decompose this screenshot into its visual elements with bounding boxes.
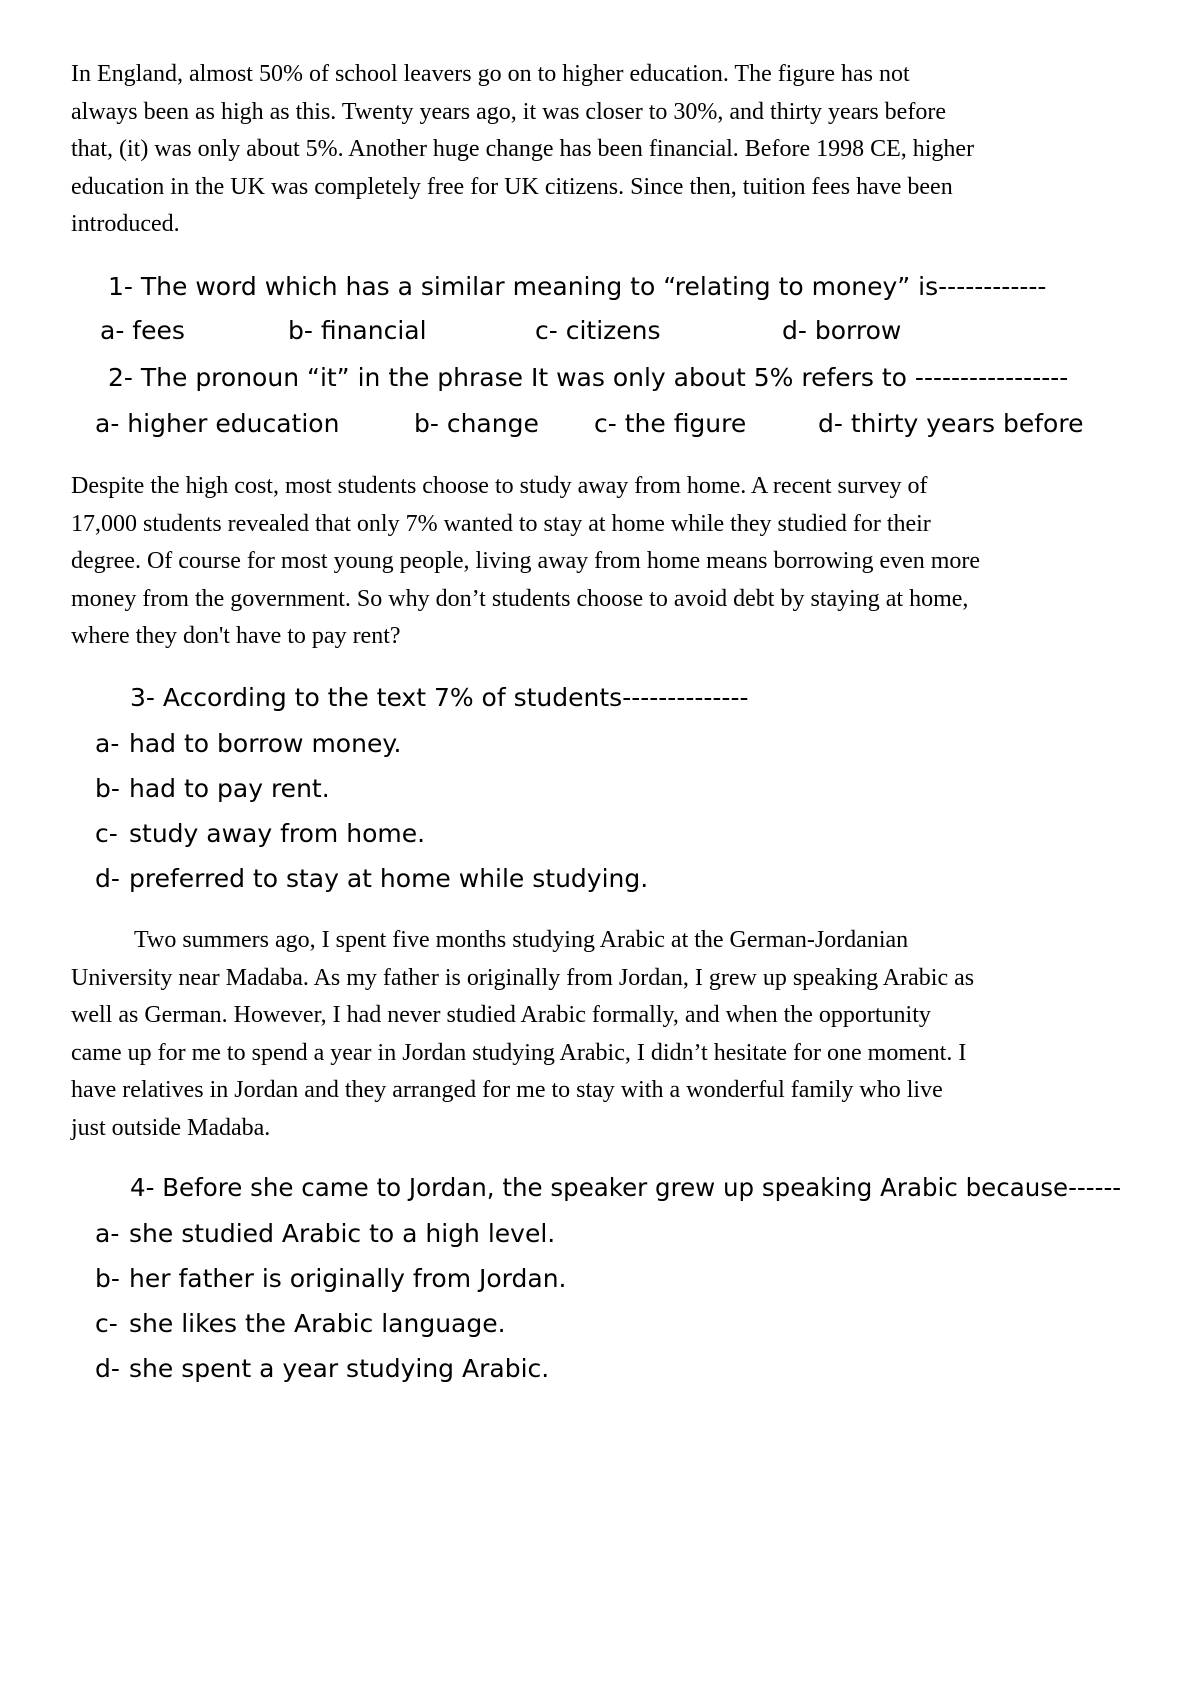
passage-line: well as German. However, I had never studied Arabic formally, and when the opportunity: [71, 1002, 931, 1028]
passage-line: In England, almost 50% of school leavers go on to higher education. The figure has not: [71, 61, 910, 87]
passage-line: degree. Of course for most young people, living away from home means borrowing even more: [71, 548, 981, 574]
option-text: preferred to stay at home while studying.: [129, 864, 649, 893]
passage-line: that, (it) was only about 5%. Another huge change has been financial. Before 1998 CE, higher: [71, 136, 975, 162]
passage-studying-arabic-cont: [71, 960, 1161, 1148]
passage-line: education in the UK was completely free for UK citizens. Since then, tuition fees have been: [71, 173, 953, 200]
question-3: 3- According to the text 7% of students--------------: [130, 683, 749, 712]
passage-study-away: [71, 468, 1161, 656]
passage-line: introduced.: [71, 211, 180, 237]
option-letter: b-: [95, 774, 120, 803]
question-1-option-c[interactable]: c- citizens: [535, 316, 661, 345]
option-letter: d-: [95, 1354, 120, 1383]
option-text: study away from home.: [129, 819, 426, 848]
option-letter: c-: [95, 1309, 118, 1338]
question-1-option-d[interactable]: d- borrow: [782, 316, 902, 345]
option-letter: d-: [95, 864, 120, 893]
passage-studying-arabic: [71, 922, 1161, 960]
option-text: had to pay rent.: [129, 774, 330, 803]
passage-line: came up for me to spend a year in Jordan studying Arabic, I didn’t hesitate for one moment. I: [71, 1039, 967, 1066]
option-text: she studied Arabic to a high level.: [129, 1219, 556, 1248]
passage-line: just outside Madaba.: [71, 1114, 271, 1141]
passage-line: money from the government. So why don’t students choose to avoid debt by staying at home,: [71, 585, 969, 612]
option-letter: a-: [95, 1219, 120, 1248]
question-3-option-d[interactable]: [95, 856, 648, 901]
question-2-option-d[interactable]: d- thirty years before: [818, 409, 1084, 438]
passage-line: University near Madaba. As my father is originally from Jordan, I grew up speaking Arabic as: [71, 964, 975, 991]
option-text: she spent a year studying Arabic.: [129, 1354, 550, 1383]
question-4: 4- Before she came to Jordan, the speaker grew up speaking Arabic because------: [130, 1173, 1122, 1202]
passage-higher-education: [71, 56, 1161, 244]
question-4-option-d[interactable]: [95, 1346, 549, 1391]
question-1-option-a[interactable]: a- fees: [100, 316, 185, 345]
question-1: 1- The word which has a similar meaning to “relating to money” is------------: [108, 272, 1047, 301]
option-letter: b-: [95, 1264, 120, 1293]
question-2-option-b[interactable]: b- change: [414, 409, 539, 438]
question-2-option-a[interactable]: a- higher education: [95, 409, 340, 438]
question-3-option-a[interactable]: [95, 721, 402, 766]
passage-line: 17,000 students revealed that only 7% wanted to stay at home while they studied for their: [71, 510, 931, 537]
question-4-option-a[interactable]: [95, 1211, 555, 1256]
passage-line: have relatives in Jordan and they arranged for me to stay with a wonderful family who live: [71, 1077, 943, 1103]
option-text: her father is originally from Jordan.: [129, 1264, 567, 1293]
option-letter: c-: [95, 819, 118, 848]
passage-line: where they don't have to pay rent?: [71, 623, 401, 649]
question-3-option-c[interactable]: [95, 811, 425, 856]
question-2-option-c[interactable]: c- the figure: [594, 409, 747, 438]
question-3-option-b[interactable]: [95, 766, 330, 811]
question-2: 2- The pronoun “it” in the phrase It was only about 5% refers to -----------------: [108, 363, 1069, 392]
question-4-option-b[interactable]: [95, 1256, 567, 1301]
passage-line: Despite the high cost, most students choose to study away from home. A recent survey of: [71, 473, 928, 499]
option-text: she likes the Arabic language.: [129, 1309, 506, 1338]
option-text: had to borrow money.: [129, 729, 402, 758]
option-letter: a-: [95, 729, 120, 758]
passage-line: always been as high as this. Twenty years ago, it was closer to 30%, and thirty years before: [71, 98, 946, 125]
question-4-option-c[interactable]: [95, 1301, 506, 1346]
passage-line: Two summers ago, I spent five months studying Arabic at the German-Jordanian: [134, 927, 909, 953]
question-1-option-b[interactable]: b- financial: [288, 316, 427, 345]
